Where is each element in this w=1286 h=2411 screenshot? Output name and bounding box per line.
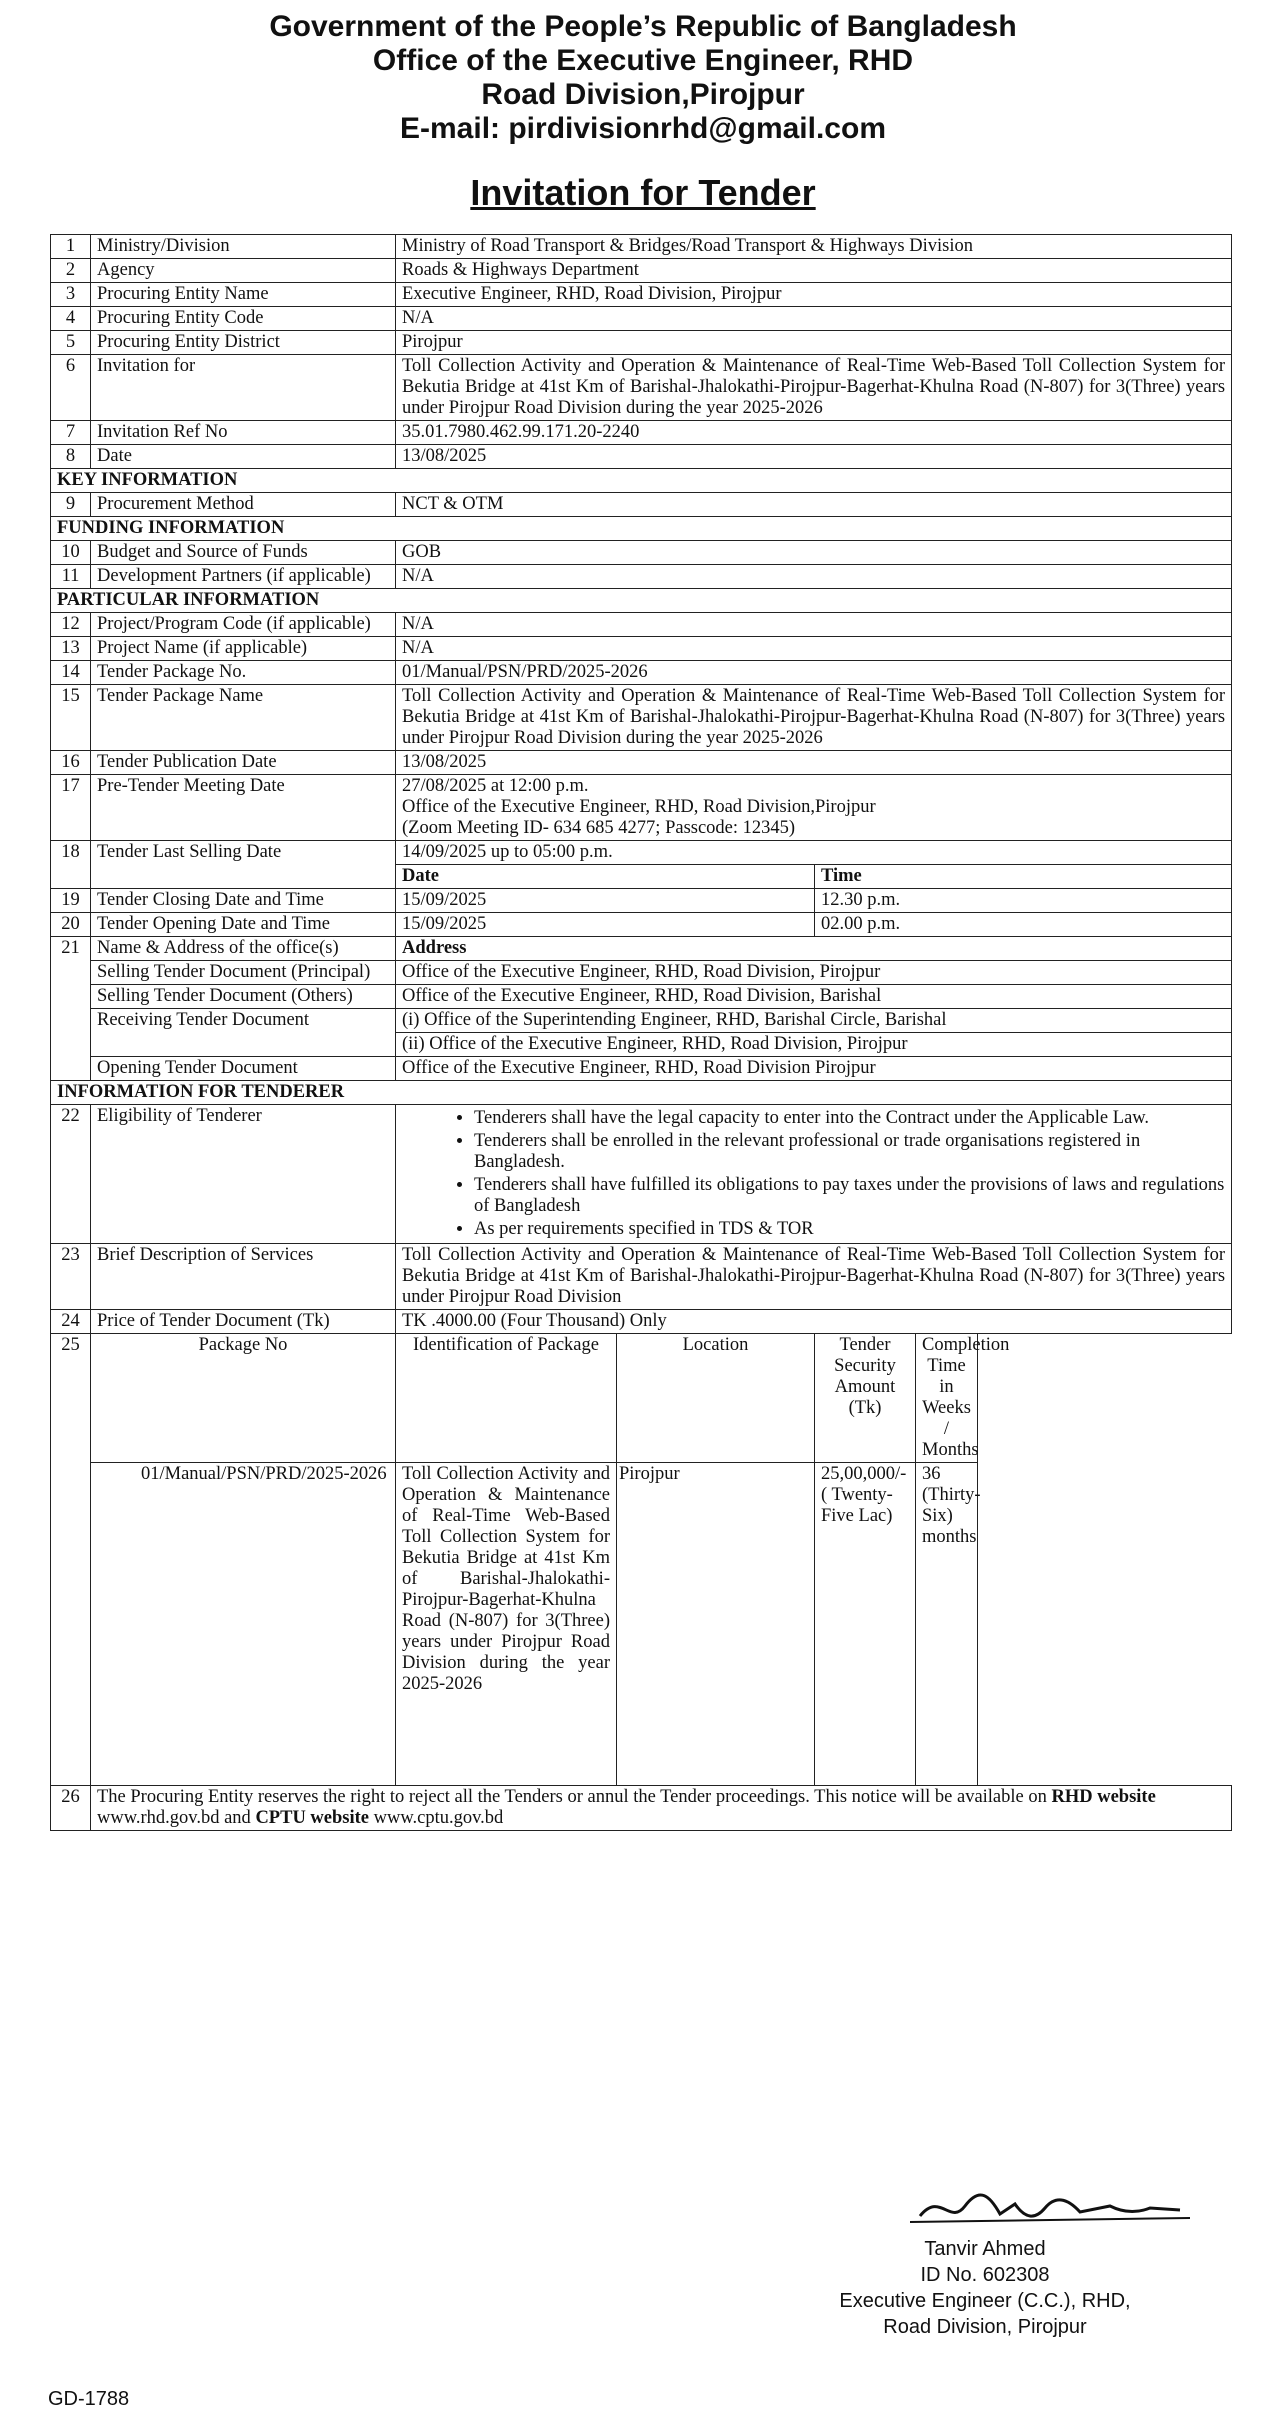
row-number: 11 [51,565,91,589]
row-label: Project/Program Code (if applicable) [91,613,396,637]
table-row [51,913,1232,937]
row-number: 20 [51,913,91,937]
section-header [51,1081,1232,1105]
row-label: Tender Last Selling Date [91,841,396,889]
opening-date: 15/09/2025 [396,913,815,937]
table-row [51,493,1232,517]
row-number: 14 [51,661,91,685]
table-row [51,985,1232,1009]
footer-code: GD-1788 [48,2388,130,2410]
row-label: Tender Package No. [91,661,396,685]
row-number: 26 [51,1786,91,1831]
signer-name: Tanvir Ahmed [924,2238,1046,2260]
list-item: • Tenderers shall have fulfilled its obligations to pay taxes under the provisions of laws and regulations of Bangladesh [474,1175,1225,1217]
row-value: Office of the Executive Engineer, RHD, Road Division, Barishal [396,985,1232,1009]
section-information-for-tenderer: INFORMATION FOR TENDERER [51,1081,1232,1105]
address-column-header: Address [396,937,1232,961]
row-number: 13 [51,637,91,661]
table-row [51,637,1232,661]
row-number: 16 [51,751,91,775]
office-line: Office of the Executive Engineer, RHD [372,44,914,77]
location-value: Pirojpur [617,1463,815,1786]
row-label: Name & Address of the office(s) [91,937,396,961]
row-label: Tender Publication Date [91,751,396,775]
row-number: 9 [51,493,91,517]
table-row [51,1105,1232,1244]
row-number: 3 [51,283,91,307]
table-row [51,889,1232,913]
table-row [51,565,1232,589]
signature-image [880,2186,1200,2236]
row-value: N/A [396,565,1232,589]
signer-id: ID No. 602308 [920,2264,1050,2286]
row-value: Roads & Highways Department [396,259,1232,283]
table-row [51,1334,1232,1463]
row-label: Invitation Ref No [91,421,396,445]
row-number: 21 [51,937,91,1081]
row-value: Toll Collection Activity and Operation & Maintenance of Real-Time Web-Based Toll Collection System for Bekutia Bridge at 41st Km of Barishal-Jhalokathi-Pirojpur-Bagerhat-Khulna Road (N-807) for 3(Three) years under Pirojpur Road Division during the year 2025-2026 [396,685,1232,751]
signature-block [760,2236,1210,2340]
table-row [51,613,1232,637]
rhd-website-link[interactable]: www.rhd.gov.bd and [97,1808,251,1828]
row-number: 1 [51,235,91,259]
package-no-header: Package No [91,1334,396,1463]
row-label: Opening Tender Document [91,1057,396,1081]
section-header [51,469,1232,493]
zoom-meeting-info: (Zoom Meeting ID- 634 685 4277; Passcode: 12345) [402,818,796,838]
closing-date: 15/09/2025 [396,889,815,913]
row-number: 4 [51,307,91,331]
row-label: Receiving Tender Document [91,1009,396,1057]
row-number: 25 [51,1334,91,1786]
table-row [51,235,1232,259]
table-row [51,283,1232,307]
row-value: Pirojpur [396,331,1232,355]
row-label: Selling Tender Document (Principal) [91,961,396,985]
table-row [51,1463,1232,1786]
cptu-website-label: CPTU website [255,1808,369,1828]
row-value: Office of the Executive Engineer, RHD, Road Division Pirojpur [396,1057,1232,1081]
date-column-header: Date [396,865,815,889]
table-row [51,685,1232,751]
row-label: Tender Package Name [91,685,396,751]
completion-header: Completion Time in Weeks / Months [916,1334,978,1463]
table-row [51,541,1232,565]
meeting-date: 27/08/2025 at 12:00 p.m. [402,776,589,796]
eligibility-list-cell [396,1105,1232,1244]
table-row [51,259,1232,283]
row-value: NCT & OTM [396,493,1232,517]
table-row [51,1786,1232,1831]
table-row [51,331,1232,355]
row-value: 13/08/2025 [396,445,1232,469]
row-label: Project Name (if applicable) [91,637,396,661]
row-value: Ministry of Road Transport & Bridges/Road Transport & Highways Division [396,235,1232,259]
row-value: N/A [396,637,1232,661]
completion-value: 36 (Thirty-Six) months [916,1463,978,1786]
row-label: Development Partners (if applicable) [91,565,396,589]
table-row [51,937,1232,961]
row-label: Pre-Tender Meeting Date [91,775,396,841]
row-value: 14/09/2025 up to 05:00 p.m. [396,841,1232,865]
row-number: 12 [51,613,91,637]
section-header [51,517,1232,541]
row-number: 5 [51,331,91,355]
row-value: 13/08/2025 [396,751,1232,775]
row-value: Executive Engineer, RHD, Road Division, Pirojpur [396,283,1232,307]
row-label: Brief Description of Services [91,1244,396,1310]
row-label: Selling Tender Document (Others) [91,985,396,1009]
table-row [51,1310,1232,1334]
row-label: Procuring Entity Name [91,283,396,307]
table-row [51,775,1232,841]
row-value: TK .4000.00 (Four Thousand) Only [396,1310,1232,1334]
row-number: 18 [51,841,91,889]
section-funding-information: FUNDING INFORMATION [51,517,1232,541]
table-row [51,307,1232,331]
table-row [51,1244,1232,1310]
time-column-header: Time [815,865,1232,889]
row-number: 24 [51,1310,91,1334]
row-number: 19 [51,889,91,913]
signer-office: Road Division, Pirojpur [883,2316,1087,2338]
row-label: Procurement Method [91,493,396,517]
table-row [51,445,1232,469]
row-number: 8 [51,445,91,469]
table-row [51,661,1232,685]
row-value [396,775,1232,841]
identification-header: Identification of Package [396,1334,617,1463]
row-number: 15 [51,685,91,751]
row-label: Price of Tender Document (Tk) [91,1310,396,1334]
signature-underline [910,2218,1190,2222]
row-label: Agency [91,259,396,283]
row-label: Budget and Source of Funds [91,541,396,565]
row-value: Toll Collection Activity and Operation & Maintenance of Real-Time Web-Based Toll Collection System for Bekutia Bridge at 41st Km of Barishal-Jhalokathi-Pirojpur-Bagerhat-Khulna Road (N-807) for 3(Three) years under Pirojpur Road Division [396,1244,1232,1310]
row-label: Eligibility of Tenderer [91,1105,396,1244]
table-row [51,961,1232,985]
list-item: • Tenderers shall have the legal capacity to enter into the Contract under the Applicable Law. [474,1108,1225,1129]
row-value: 01/Manual/PSN/PRD/2025-2026 [396,661,1232,685]
row-value: (i) Office of the Superintending Engineer, RHD, Barishal Circle, Barishal [396,1009,1232,1033]
identification-value: Toll Collection Activity and Operation & Maintenance of Real-Time Web-Based Toll Collection System for Bekutia Bridge at 41st Km of Barishal-Jhalokathi-Pirojpur-Bagerhat-Khulna Road (N-807) for 3(Three) years under Pirojpur Road Division during the year 2025-2026 [396,1463,617,1786]
tender-table [50,234,1232,1831]
table-row [51,421,1232,445]
row-value: N/A [396,613,1232,637]
closing-time: 12.30 p.m. [815,889,1232,913]
row-value: 35.01.7980.462.99.171.20-2240 [396,421,1232,445]
row-number: 17 [51,775,91,841]
row-label: Tender Closing Date and Time [91,889,396,913]
row-number: 23 [51,1244,91,1310]
row-number: 10 [51,541,91,565]
row-value: Toll Collection Activity and Operation & Maintenance of Real-Time Web-Based Toll Collection System for Bekutia Bridge at 41st Km of Barishal-Jhalokathi-Pirojpur-Bagerhat-Khulna Road (N-807) for 3(Three) years under Pirojpur Road Division during the year 2025-2026 [396,355,1232,421]
row-label: Procuring Entity District [91,331,396,355]
opening-time: 02.00 p.m. [815,913,1232,937]
section-key-information: KEY INFORMATION [51,469,1232,493]
table-row [51,841,1232,865]
cptu-website-link[interactable]: www.cptu.gov.bd [373,1808,504,1828]
row-value: (ii) Office of the Executive Engineer, RHD, Road Division, Pirojpur [396,1033,1232,1057]
notice-sentence: The Procuring Entity reserves the right to reject all the Tenders or annul the Tender proceedings. This notice will be available on [97,1787,1047,1807]
row-value: GOB [396,541,1232,565]
security-header: Tender Security Amount (Tk) [815,1334,916,1463]
table-row [51,355,1232,421]
government-line: Government of the People’s Republic of Bangladesh [269,10,1017,43]
section-header [51,589,1232,613]
row-value: N/A [396,307,1232,331]
letterhead [0,10,1286,146]
signer-designation: Executive Engineer (C.C.), RHD, [839,2290,1131,2312]
row-label: Procuring Entity Code [91,307,396,331]
row-number: 2 [51,259,91,283]
row-label: Invitation for [91,355,396,421]
package-no-value: 01/Manual/PSN/PRD/2025-2026 [91,1463,396,1786]
list-item: • As per requirements specified in TDS & TOR [474,1219,1225,1240]
table-row [51,751,1232,775]
table-row [51,1009,1232,1033]
row-number: 7 [51,421,91,445]
signature-stroke [920,2195,1180,2216]
document-title: Invitation for Tender [470,172,816,213]
security-value: 25,00,000/- ( Twenty-Five Lac) [815,1463,916,1786]
meeting-office: Office of the Executive Engineer, RHD, Road Division,Pirojpur [402,797,876,817]
row-number: 22 [51,1105,91,1244]
eligibility-list [402,1108,1225,1240]
list-item: • Tenderers shall be enrolled in the relevant professional or trade organisations registered in Bangladesh. [474,1131,1225,1173]
rhd-website-label: RHD website [1051,1787,1156,1807]
row-value: Office of the Executive Engineer, RHD, Road Division, Pirojpur [396,961,1232,985]
row-label: Tender Opening Date and Time [91,913,396,937]
notice-text [91,1786,1232,1831]
row-number: 6 [51,355,91,421]
row-label: Date [91,445,396,469]
section-particular-information: PARTICULAR INFORMATION [51,589,1232,613]
row-label: Ministry/Division [91,235,396,259]
table-row [51,1057,1232,1081]
email-line: E-mail: pirdivisionrhd@gmail.com [400,112,886,145]
location-header: Location [617,1334,815,1463]
division-line: Road Division,Pirojpur [481,78,805,111]
